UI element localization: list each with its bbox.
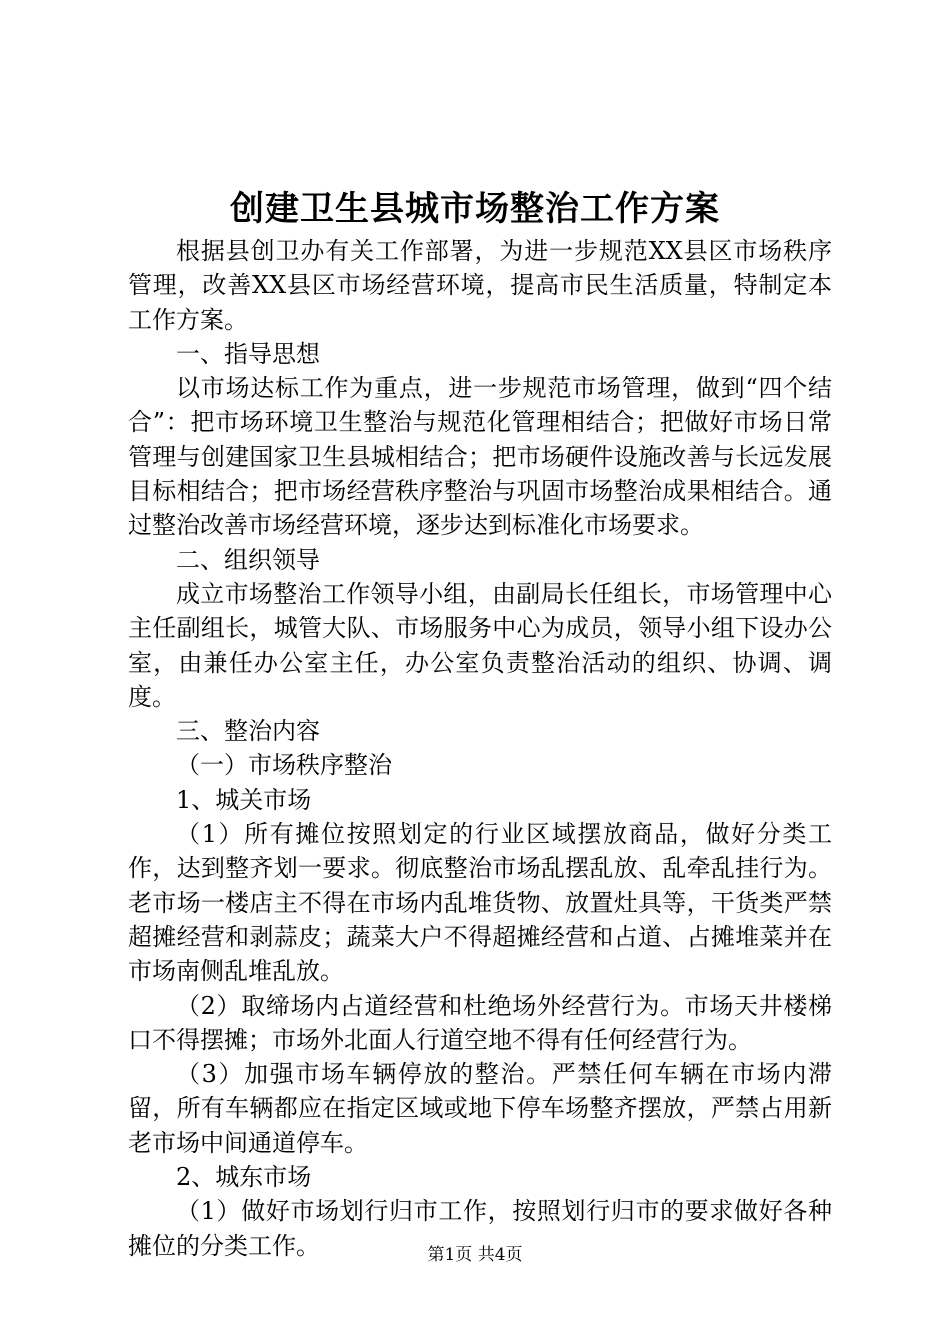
paragraph-chengguan-item-1: （1）所有摊位按照划定的行业区域摆放商品，做好分类工作，达到整齐划一要求。彻底整治市场乱摆乱放、乱牵乱挂行为。老市场一楼店主不得在市场内乱堆货物、放置灶具等，干货类严禁超摊经营和剥蒜皮；蔬菜大户不得超摊经营和占道、占摊堆菜并在市场南侧乱堆乱放。	[128, 820, 832, 986]
section-heading-rectification-content: 三、整治内容	[176, 717, 320, 746]
item-heading-chengdong-market: 2、城东市场	[176, 1163, 312, 1192]
paragraph-chengguan-item-3: （3）加强市场车辆停放的整治。严禁任何车辆在市场内滞留，所有车辆都应在指定区域或地下停车场整齐摆放，严禁占用新老市场中间通道停车。	[128, 1060, 832, 1157]
document-title: 创建卫生县城市场整治工作方案	[230, 189, 720, 229]
subsection-heading-market-order: （一）市场秩序整治	[176, 751, 392, 780]
paragraph-organization: 成立市场整治工作领导小组，由副局长任组长，市场管理中心主任副组长，城管大队、市场服务中心为成员，领导小组下设办公室，由兼任办公室主任，办公室负责整治活动的组织、协调、调度。	[128, 579, 832, 711]
paragraph-intro: 根据县创卫办有关工作部署，为进一步规范XX县区市场秩序管理，改善XX县区市场经营环境，提高市民生活质量，特制定本工作方案。	[128, 237, 832, 334]
paragraph-chengdong-item-1: （1）做好市场划行归市工作，按照划行归市的要求做好各种摊位的分类工作。	[128, 1197, 832, 1260]
paragraph-guiding-ideology: 以市场达标工作为重点，进一步规范市场管理，做到“四个结合”：把市场环境卫生整治与规范化管理相结合；把做好市场日常管理与创建国家卫生县城相结合；把市场硬件设施改善与长远发展目标相结合；把市场经营秩序整治与巩固市场整治成果相结合。通过整治改善市场经营环境，逐步达到标准化市场要求。	[128, 374, 832, 540]
item-heading-chengguan-market: 1、城关市场	[176, 785, 312, 814]
section-heading-guiding-ideology: 一、指导思想	[176, 339, 320, 368]
section-heading-organization: 二、组织领导	[176, 545, 320, 574]
paragraph-chengguan-item-2: （2）取缔场内占道经营和杜绝场外经营行为。市场天井楼梯口不得摆摊；市场外北面人行道空地不得有任何经营行为。	[128, 991, 832, 1054]
page-number-footer: 第1页 共4页	[427, 1245, 523, 1265]
document-body	[128, 234, 832, 1263]
